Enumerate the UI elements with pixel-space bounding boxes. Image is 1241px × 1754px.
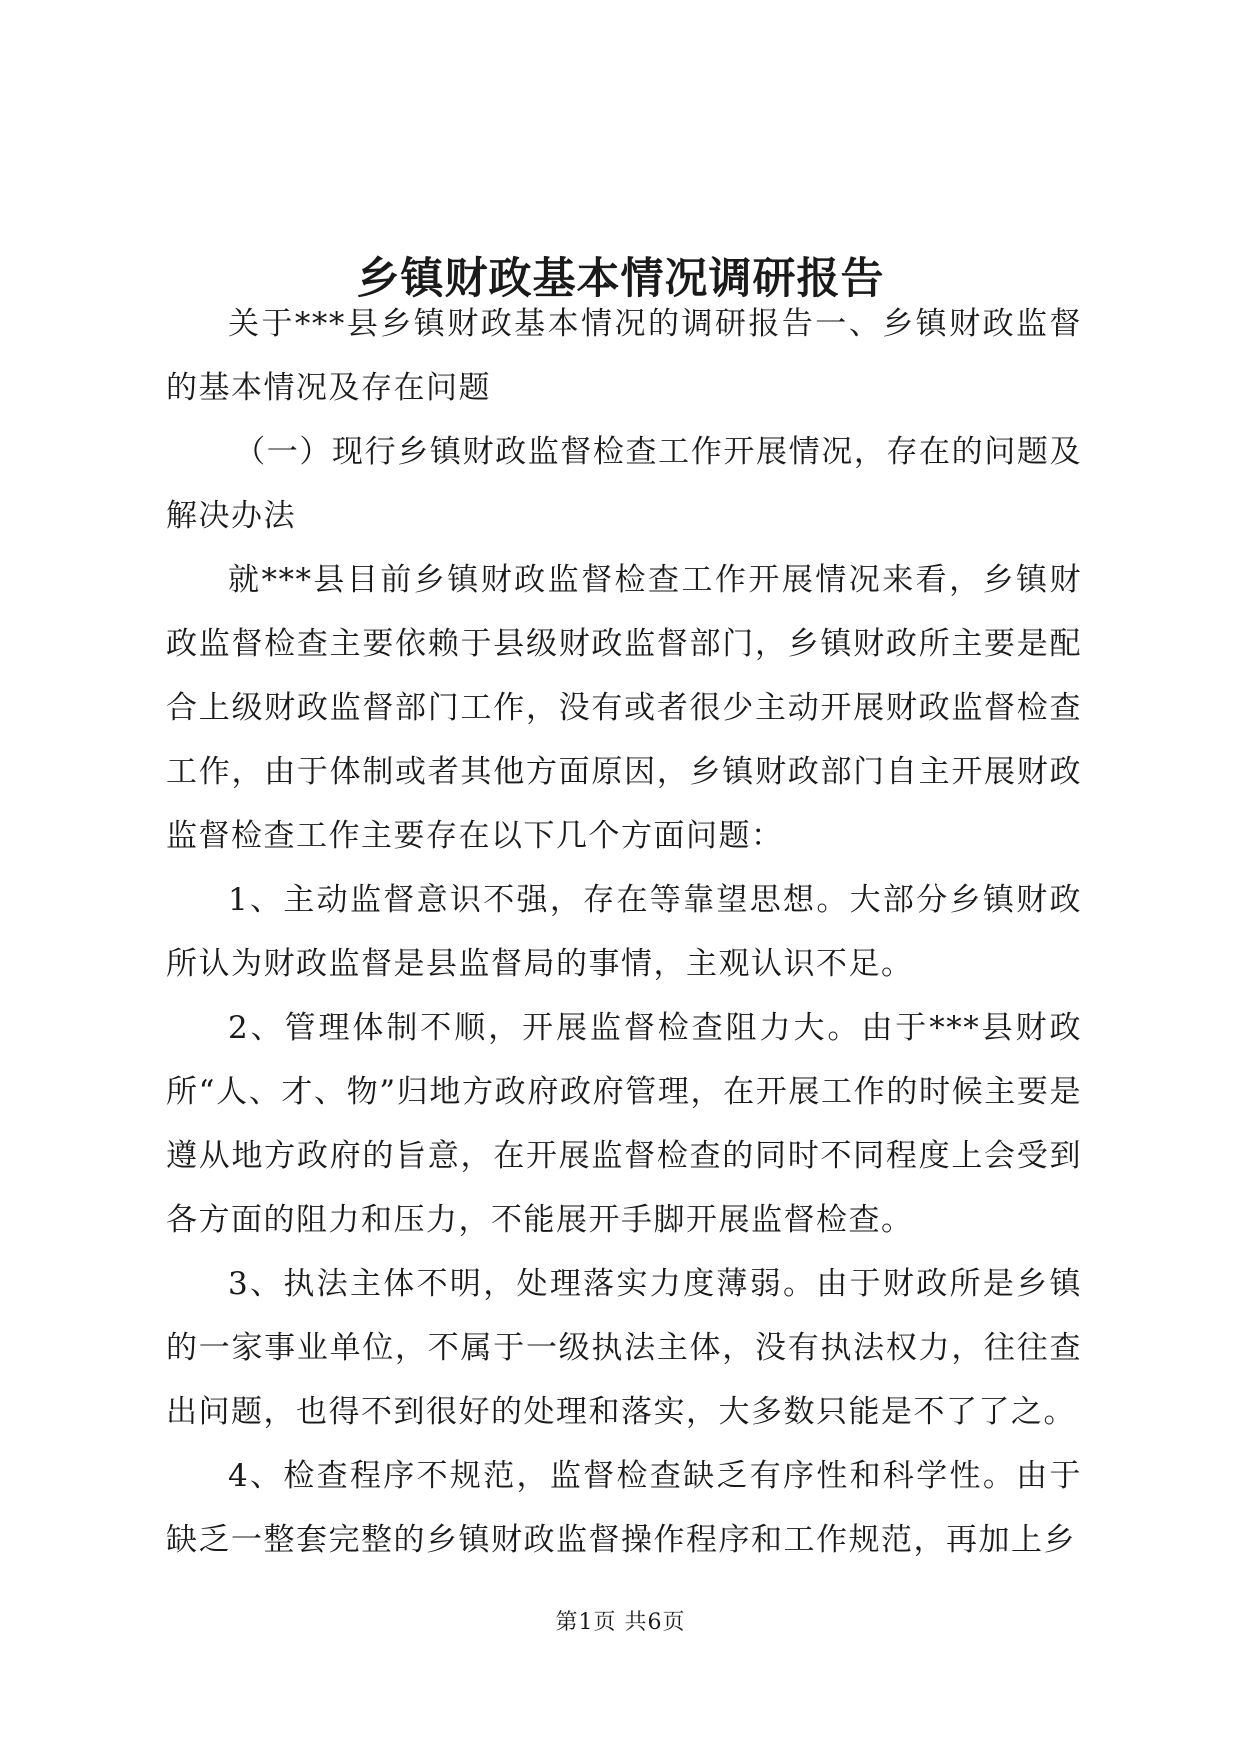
paragraph-subheading: （一）现行乡镇财政监督检查工作开展情况，存在的问题及解决办法	[166, 434, 1082, 534]
page-number-footer: 第1页 共6页	[555, 1610, 686, 1635]
paragraph-item-3: 3、执法主体不明，处理落实力度薄弱。由于财政所是乡镇的一家事业单位，不属于一级执法主体，没有执法权力，往往查出问题，也得不到很好的处理和落实，大多数只能是不了了之。	[166, 1266, 1082, 1430]
paragraph-intro: 关于***县乡镇财政基本情况的调研报告一、乡镇财政监督的基本情况及存在问题	[166, 306, 1082, 406]
paragraph-item-4: 4、检查程序不规范，监督检查缺乏有序性和科学性。由于缺乏一整套完整的乡镇财政监督操作程序和工作规范，再加上乡	[166, 1458, 1082, 1558]
paragraph-overview: 就***县目前乡镇财政监督检查工作开展情况来看，乡镇财政监督检查主要依赖于县级财政监督部门，乡镇财政所主要是配合上级财政监督部门工作，没有或者很少主动开展财政监督检查工作，由于体制或者其他方面原因，乡镇财政部门自主开展财政监督检查工作主要存在以下几个方面问题：	[166, 562, 1082, 854]
document-body	[166, 292, 1082, 1572]
paragraph-item-1: 1、主动监督意识不强，存在等靠望思想。大部分乡镇财政所认为财政监督是县监督局的事情，主观认识不足。	[166, 882, 1082, 982]
paragraph-item-2: 2、管理体制不顺，开展监督检查阻力大。由于***县财政所“人、才、物”归地方政府政府管理，在开展工作的时候主要是遵从地方政府的旨意，在开展监督检查的同时不同程度上会受到各方面的阻力和压力，不能展开手脚开展监督检查。	[166, 1010, 1082, 1238]
document-title: 乡镇财政基本情况调研报告	[356, 253, 885, 304]
